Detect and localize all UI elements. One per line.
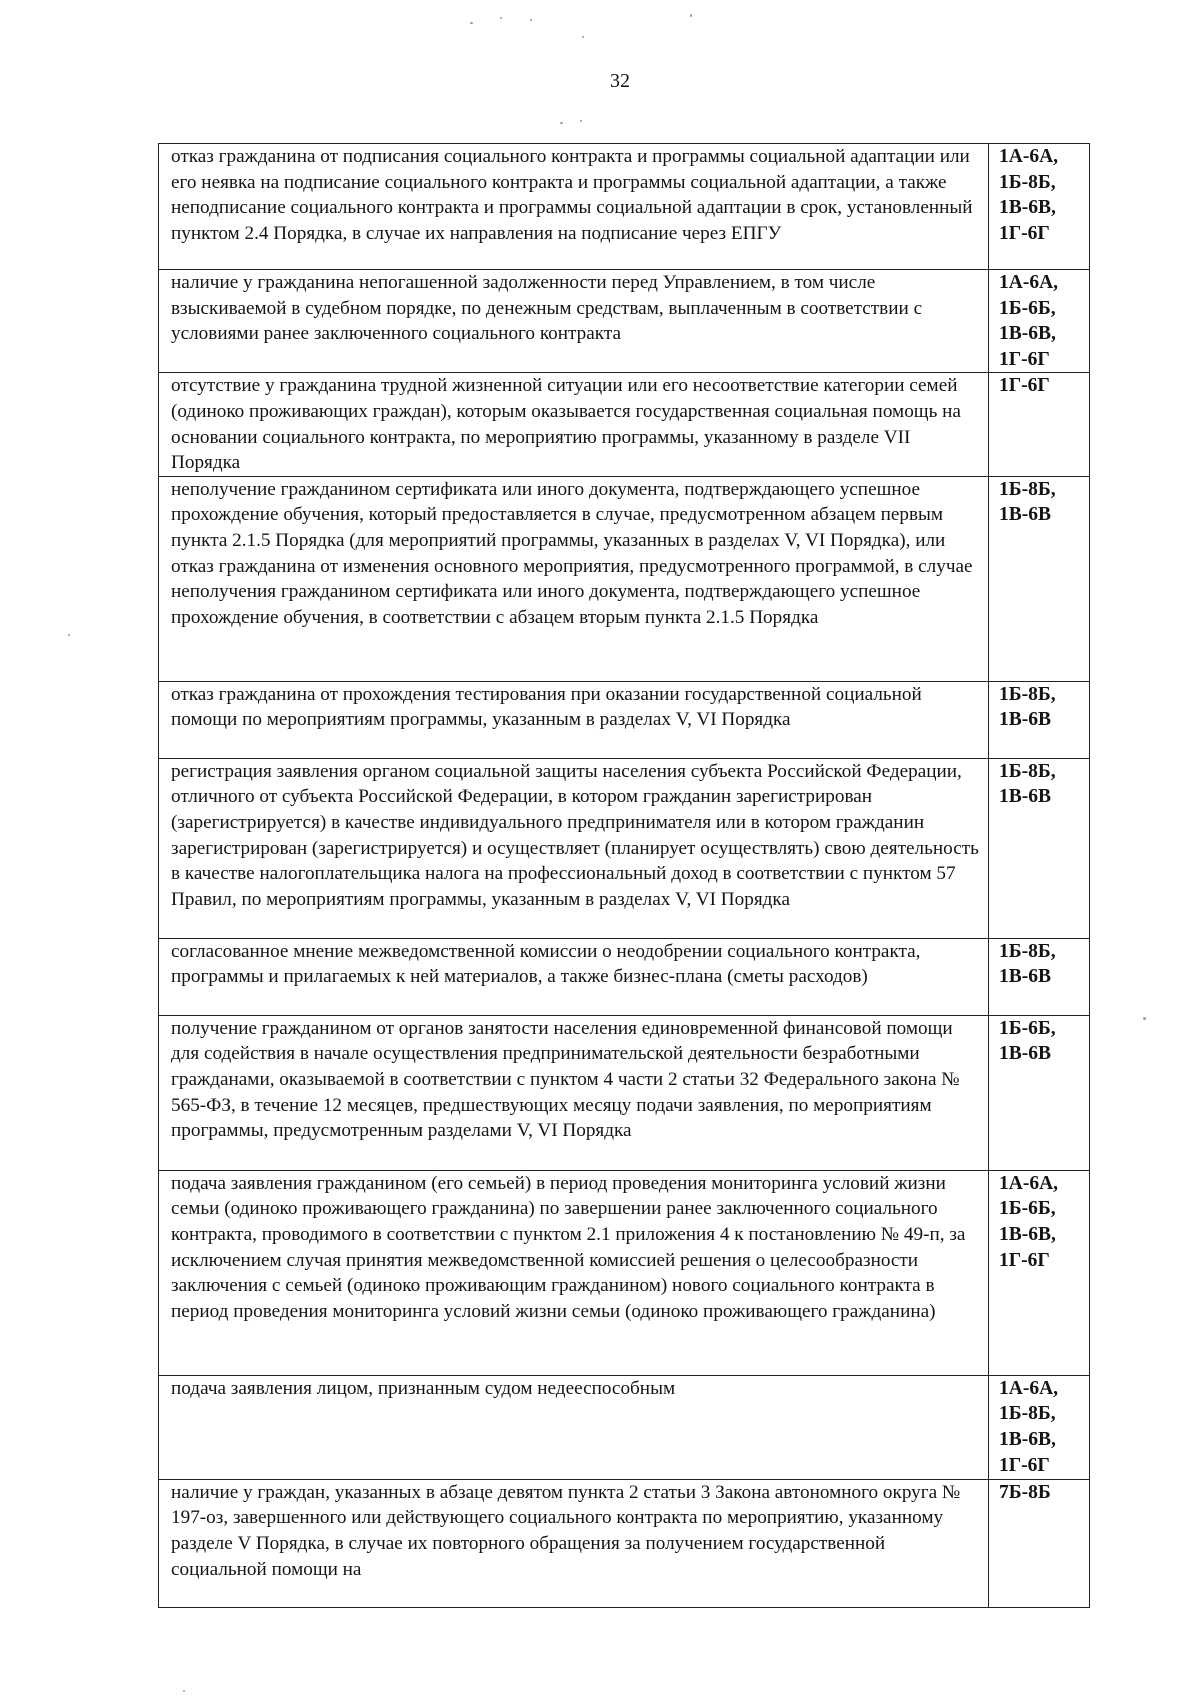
code-label: 1В-6В, [999,1428,1056,1450]
code-label: 1В-6В, [999,197,1056,219]
code-label: 7Б-8Б [999,1481,1051,1503]
scan-speck [183,1690,185,1692]
scan-speck [68,634,70,636]
code-label: 1Г-6Г [999,1454,1050,1476]
codes-cell [989,758,1090,938]
code-label: 1В-6В [999,709,1052,731]
code-label: 1Б-8Б, [999,171,1056,193]
page-number: 32 [610,70,630,92]
denial-reasons-table [158,143,1090,1608]
table-row [159,1170,1090,1375]
code-label: 1Г-6Г [999,375,1050,397]
table-row [159,758,1090,938]
code-label: 1А-6А, [999,272,1059,293]
codes-cell [989,1015,1090,1170]
scan-speck [580,120,582,122]
table-row [159,1375,1090,1479]
condition-cell: регистрация заявления органом социальной защиты населения субъекта Российской Федерации, отличного от субъекта Российской Федерации, в котором гражданин зарегистрирован (зарегистрируется) в качестве индивидуального предпринимателя или в котором гражданин зарегистрирован (зарегистрируется) и осуществляет (планирует осуществлять) свою деятельность в качестве налогоплательщика налога на профессиональный доход в соответствии с пунктом 57 Правил, по мероприятиям программы, указанным в разделах V, VI Порядка [159,758,989,938]
codes-cell [989,1170,1090,1375]
condition-cell: отказ гражданина от прохождения тестирования при оказании государственной социальной помощи по мероприятиям программы, указанным в разделах V, VI Порядка [159,681,989,758]
condition-cell: подача заявления гражданином (его семьей) в период проведения мониторинга условий жизни семьи (одиноко проживающего гражданина) по завершении ранее заключенного социального контракта, проводимого в соответствии с пунктом 2.1 приложения 4 к постановлению № 49-п, за исключением случая принятия межведомственной комиссией решения о целесообразности заключения с семьей (одиноко проживающим гражданином) нового социального контракта в период проведения мониторинга условий жизни семьи (одиноко проживающего гражданина) [159,1170,989,1375]
codes-cell [989,681,1090,758]
code-label: 1В-6В [999,1043,1052,1065]
codes-cell [989,144,1090,270]
code-label: 1Б-8Б, [999,1403,1056,1425]
condition-cell: наличие у гражданина непогашенной задолженности перед Управлением, в том числе взыскиваемой в судебном порядке, по денежным средствам, выплаченным в соответствии с условиями ранее заключенного социального контракта [159,270,989,373]
code-label: 1Б-8Б, [999,478,1056,500]
condition-cell: отсутствие у гражданина трудной жизненной ситуации или его несоответствие категории семей (одиноко проживающих граждан), которым оказывается государственная социальная помощь на основании социального контракта, по мероприятию программы, указанному в разделе VII Порядка [159,373,989,476]
code-label: 1А-6А, [999,146,1059,167]
codes-cell [989,270,1090,373]
scan-speck [560,122,563,124]
code-label: 1Г-6Г [999,348,1050,370]
condition-cell: наличие у граждан, указанных в абзаце девятом пункта 2 статьи 3 Закона автономного округа № 197-оз, завершенного или действующего социального контракта по мероприятию, указанному разделе V Порядка, в случае их повторного обращения за получением государственной социальной помощи на [159,1479,989,1607]
codes-cell [989,1479,1090,1607]
table-row [159,476,1090,681]
scan-speck [1143,1017,1146,1020]
table-row [159,938,1090,1015]
code-label: 1В-6В, [999,1223,1056,1245]
codes-cell [989,938,1090,1015]
condition-cell: согласованное мнение межведомственной комиссии о неодобрении социального контракта, программы и прилагаемых к ней материалов, а также бизнес-плана (сметы расходов) [159,938,989,1015]
table-row [159,270,1090,373]
codes-cell [989,476,1090,681]
table-row [159,144,1090,270]
code-label: 1Б-8Б, [999,760,1056,782]
code-label: 1В-6В [999,786,1052,808]
code-label: 1Б-6Б, [999,1198,1056,1220]
code-label: 1Г-6Г [999,1249,1050,1271]
table-row [159,1479,1090,1607]
scan-speck [530,19,532,21]
scan-speck [582,36,584,38]
scan-speck [690,14,692,17]
code-label: 1Г-6Г [999,222,1050,244]
condition-cell: подача заявления лицом, признанным судом недееспособным [159,1375,989,1479]
scan-speck [500,17,502,19]
code-label: 1Б-6Б, [999,297,1056,319]
table-row [159,373,1090,476]
condition-cell: получение гражданином от органов занятости населения единовременной финансовой помощи для содействия в начале осуществления предпринимательской деятельности безработными гражданами, оказываемой в соответствии с пунктом 4 части 2 статьи 32 Федерального закона № 565-ФЗ, в течение 12 месяцев, предшествующих месяцу подачи заявления, по мероприятиям программы, предусмотренным разделами V, VI Порядка [159,1015,989,1170]
table-row [159,681,1090,758]
code-label: 1Б-8Б, [999,683,1056,705]
code-label: 1Б-8Б, [999,940,1056,962]
condition-cell: отказ гражданина от подписания социального контракта и программы социальной адаптации или его неявка на подписание социального контракта и программы социальной адаптации, а также неподписание социального контракта и программы социальной адаптации в срок, установленный пунктом 2.4 Порядка, в случае их направления на подписание через ЕПГУ [159,144,989,270]
condition-cell: неполучение гражданином сертификата или иного документа, подтверждающего успешное прохождение обучения, который предоставляется в случае, предусмотренном абзацем первым пункта 2.1.5 Порядка (для мероприятий программы, указанных в разделах V, VI Порядка), или отказ гражданина от изменения основного мероприятия, предусмотренного программой, в случае неполучения гражданином сертификата или иного документа, подтверждающего успешное прохождение обучения, в соответствии с абзацем вторым пункта 2.1.5 Порядка [159,476,989,681]
code-label: 1Б-6Б, [999,1017,1056,1039]
scan-speck [470,22,473,24]
codes-cell [989,373,1090,476]
codes-cell [989,1375,1090,1479]
table-row [159,1015,1090,1170]
code-label: 1В-6В [999,504,1052,526]
code-label: 1А-6А, [999,1172,1059,1194]
code-label: 1В-6В [999,966,1052,988]
code-label: 1В-6В, [999,323,1056,345]
code-label: 1А-6А, [999,1377,1059,1399]
